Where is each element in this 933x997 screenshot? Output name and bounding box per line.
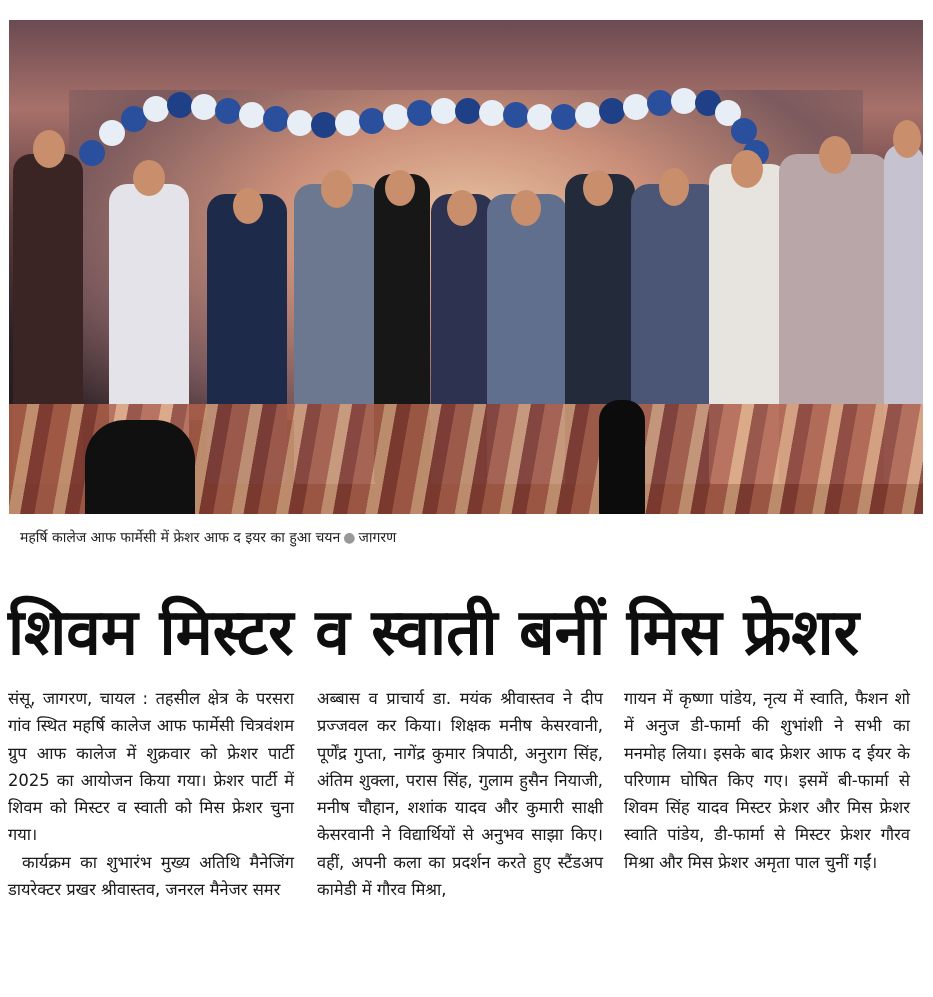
speaker-silhouette	[85, 420, 195, 514]
caption-text: महर्षि कालेज आफ फार्मेसी में फ्रेशर आफ द इयर का हुआ चयन	[20, 530, 341, 546]
bullet-icon: ●	[343, 530, 356, 546]
headline: शिवम मिस्टर व स्वाती बनीं मिस फ्रेशर	[8, 596, 859, 670]
paragraph: अब्बास व प्राचार्य डा. मयंक श्रीवास्तव ने दीप प्रज्जवल कर किया। शिक्षक मनीष केसरवानी, पूर्णेंद्र गुप्ता, नागेंद्र कुमार त्रिपाठी, अनुराग सिंह, अंतिम शुक्ला, परास सिंह, गुलाम हुसैन नियाजी, मनीष चौहान, शशांक यादव और कुमारी साक्षी केसरवानी ने विद्यार्थियों से अनुभव साझा किए। वहीं, अपनी कला का प्रदर्शन करते हुए स्टैंडअप कामेडी में गौरव मिश्रा,	[317, 689, 603, 900]
vase-silhouette	[599, 400, 645, 514]
article-column-2	[317, 685, 603, 903]
article-column-1	[8, 685, 294, 903]
article-column-3	[624, 685, 910, 876]
event-photo	[9, 20, 923, 514]
paragraph: गायन में कृष्णा पांडेय, नृत्य में स्वाति, फैशन शो में अनुज डी-फार्मा की शुभांशी ने सभी का मनमोह लिया। इसके बाद फ्रेशर आफ द ईयर के परिणाम घोषित किए गए। इसमें बी-फार्मा से शिवम सिंह यादव मिस्टर फ्रेशर और मिस फ्रेशर स्वाति पांडेय, डी-फार्मा से मिस्टर फ्रेशर गौरव मिश्रा और मिस फ्रेशर अमृता पाल चुनीं गईं।	[624, 689, 910, 872]
caption-source: जागरण	[358, 530, 397, 546]
photo-caption	[20, 528, 396, 547]
paragraph: संसू, जागरण, चायल : तहसील क्षेत्र के परसरा गांव स्थित महर्षि कालेज आफ फार्मेसी चित्रवंशम ग्रुप आफ कालेज में शुक्रवार को फ्रेशर पार्टी 2025 का आयोजन किया गया। फ्रेशर पार्टी में शिवम को मिस्टर व स्वाती को मिस फ्रेशर चुना गया।	[8, 689, 294, 845]
paragraph: कार्यक्रम का शुभारंभ मुख्य अतिथि मैनेजिंग डायरेक्टर प्रखर श्रीवास्तव, जनरल मैनेजर समर	[8, 852, 294, 900]
